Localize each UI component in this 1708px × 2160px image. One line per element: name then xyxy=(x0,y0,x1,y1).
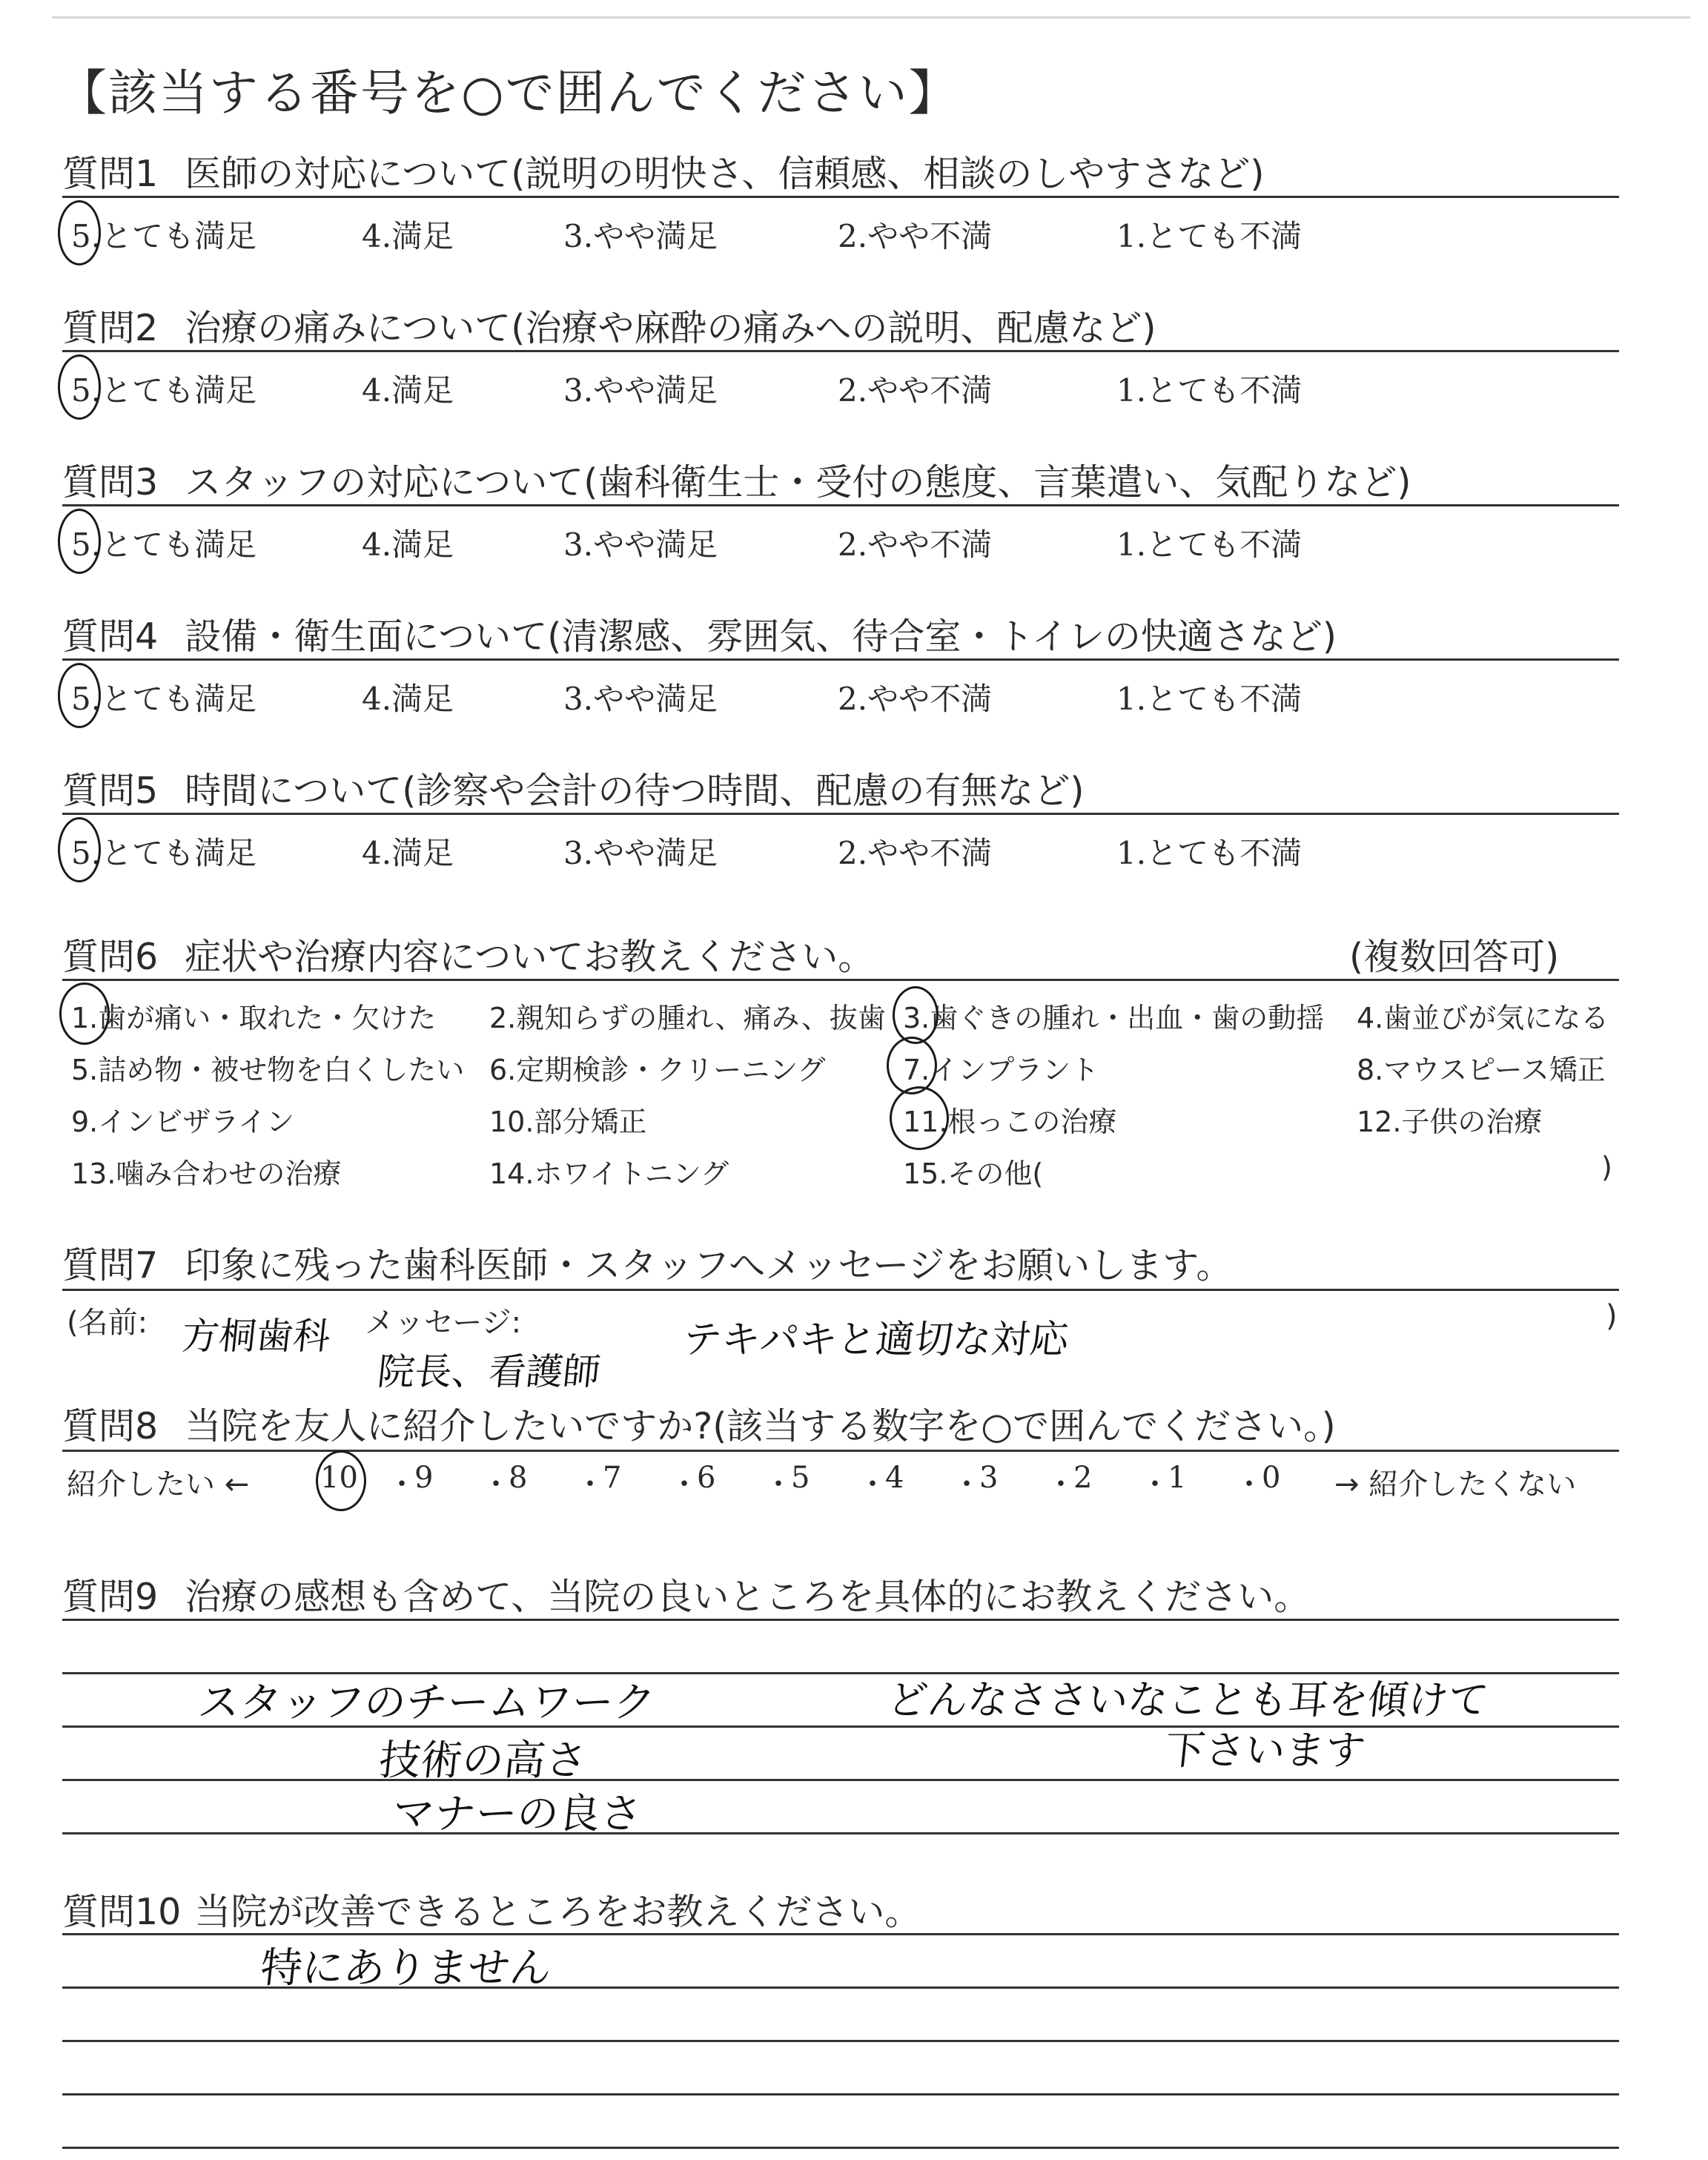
q9-title xyxy=(62,1568,1310,1620)
q6-circle-7 xyxy=(887,1037,937,1094)
q2-selected-circle xyxy=(58,354,101,420)
q6-note: (複数回答可) xyxy=(1349,936,1560,978)
q6-circle-11 xyxy=(890,1086,949,1150)
q8-scale-separator: ・ xyxy=(1046,1467,1076,1502)
q1-option-5[interactable]: 5.とても満足 xyxy=(71,218,257,254)
q8-text: 当院を友人に紹介したいですか?(該当する数字を○で囲んでください。) xyxy=(185,1405,1336,1447)
q6-option-6[interactable]: 6.定期検診・クリーニング xyxy=(489,1054,826,1086)
q6-option-1[interactable]: 1.歯が痛い・取れた・欠けた xyxy=(71,1002,437,1034)
q8-scale-8[interactable]: 8 xyxy=(509,1461,528,1495)
q5-text: 時間について(診察や会計の待つ時間、配慮の有無など) xyxy=(185,770,1085,812)
q7-number: 質問7 xyxy=(62,1244,159,1287)
q8-title xyxy=(62,1398,1336,1450)
q5-option-4[interactable]: 4.満足 xyxy=(362,835,454,871)
q9-rule-5 xyxy=(62,1832,1619,1834)
q1-text: 医師の対応について(説明の明快さ、信頼感、相談のしやすさなど) xyxy=(185,153,1265,195)
q8-left-label: 紹介したい ← xyxy=(67,1467,250,1502)
q4-option-1[interactable]: 1.とても不満 xyxy=(1116,681,1302,717)
q5-title xyxy=(62,762,1084,814)
q10-rule-5 xyxy=(62,2147,1619,2149)
q3-selected-circle xyxy=(58,509,101,574)
q6-option-9[interactable]: 9.インビザライン xyxy=(71,1106,295,1138)
q2-option-3[interactable]: 3.やや満足 xyxy=(563,372,718,409)
q6-option-15-close: ) xyxy=(1601,1151,1612,1183)
q2-title xyxy=(62,300,1156,351)
q8-scale-separator: ・ xyxy=(1234,1467,1264,1502)
q5-selected-circle xyxy=(58,817,101,882)
q2-option-1[interactable]: 1.とても不満 xyxy=(1116,372,1302,409)
q8-scale-separator: ・ xyxy=(387,1467,417,1502)
q2-option-2[interactable]: 2.やや不満 xyxy=(838,372,993,409)
q9-number: 質問9 xyxy=(62,1576,159,1618)
q8-scale-2[interactable]: 2 xyxy=(1073,1461,1093,1495)
q5-option-2[interactable]: 2.やや不満 xyxy=(838,835,993,871)
q4-number: 質問4 xyxy=(62,615,159,658)
q8-scale-10[interactable]: 10 xyxy=(320,1461,358,1495)
q2-rule xyxy=(62,350,1619,352)
q6-option-4[interactable]: 4.歯並びが気になる xyxy=(1357,1002,1609,1034)
q1-option-3[interactable]: 3.やや満足 xyxy=(563,218,718,254)
q7-name-label: (名前: xyxy=(67,1306,148,1340)
q6-option-7[interactable]: 7.インプラント xyxy=(903,1054,1099,1086)
q9-handwritten-right-2: 下さいます xyxy=(1162,1727,1368,1774)
q1-number: 質問1 xyxy=(62,153,159,195)
q5-option-1[interactable]: 1.とても不満 xyxy=(1116,835,1302,871)
q8-scale-separator: ・ xyxy=(1140,1467,1170,1502)
q8-scale-separator: ・ xyxy=(575,1467,605,1502)
q8-scale-7[interactable]: 7 xyxy=(603,1461,622,1495)
q10-rule-4 xyxy=(62,2093,1619,2095)
q2-option-5[interactable]: 5.とても満足 xyxy=(71,372,257,409)
q7-close-paren: ) xyxy=(1606,1299,1618,1333)
q4-option-4[interactable]: 4.満足 xyxy=(362,681,454,717)
q6-option-8[interactable]: 8.マウスピース矯正 xyxy=(1357,1054,1606,1086)
q8-scale-separator: ・ xyxy=(764,1467,793,1502)
q4-selected-circle xyxy=(58,663,101,728)
q6-option-13[interactable]: 13.噛み合わせの治療 xyxy=(71,1157,342,1190)
q6-text: 症状や治療内容についてお教えください。 xyxy=(185,936,875,978)
q3-option-1[interactable]: 1.とても不満 xyxy=(1116,526,1302,563)
q8-rule xyxy=(62,1450,1619,1452)
q1-title xyxy=(62,145,1264,197)
q2-number: 質問2 xyxy=(62,307,159,349)
q4-option-3[interactable]: 3.やや満足 xyxy=(563,681,718,717)
q8-scale-6[interactable]: 6 xyxy=(697,1461,716,1495)
q8-scale-0[interactable]: 0 xyxy=(1262,1461,1281,1495)
q3-text: スタッフの対応について(歯科衛生士・受付の態度、言葉遣い、気配りなど) xyxy=(185,461,1411,503)
q1-selected-circle xyxy=(58,200,101,265)
q10-handwritten-answer: 特にありません xyxy=(258,1944,554,1992)
q3-option-2[interactable]: 2.やや不満 xyxy=(838,526,993,563)
q8-scale-1[interactable]: 1 xyxy=(1168,1461,1187,1495)
q6-option-15[interactable]: 15.その他( xyxy=(903,1157,1044,1190)
q7-handwritten-name: 方桐歯科 xyxy=(179,1315,333,1358)
q7-message-label: メッセージ: xyxy=(365,1306,522,1340)
q6-option-10[interactable]: 10.部分矯正 xyxy=(489,1106,647,1138)
top-border xyxy=(52,16,1690,19)
q7-title xyxy=(62,1237,1232,1289)
q9-handwritten-right-1: どんなささいなことも耳を傾けて xyxy=(885,1677,1491,1723)
page-title: 【該当する番号を○で囲んでください】 xyxy=(58,65,959,122)
q3-title xyxy=(62,454,1411,506)
q6-circle-3 xyxy=(893,986,939,1044)
q7-text: 印象に残った歯科医師・スタッフへメッセージをお願いします。 xyxy=(185,1244,1233,1287)
q6-option-14[interactable]: 14.ホワイトニング xyxy=(489,1157,729,1190)
q9-handwritten-line-1: スタッフのチームワーク xyxy=(196,1679,658,1727)
q9-handwritten-line-2: 技術の高さ xyxy=(377,1737,589,1785)
q4-option-5[interactable]: 5.とても満足 xyxy=(71,681,257,717)
q8-scale-9[interactable]: 9 xyxy=(414,1461,434,1495)
q8-scale-5[interactable]: 5 xyxy=(791,1461,810,1495)
q8-number: 質問8 xyxy=(62,1405,159,1447)
q6-number: 質問6 xyxy=(62,936,159,978)
q5-rule xyxy=(62,813,1619,815)
q1-rule xyxy=(62,196,1619,198)
q6-rule xyxy=(62,979,1619,981)
q1-option-4[interactable]: 4.満足 xyxy=(362,218,454,254)
q6-option-2[interactable]: 2.親知らずの腫れ、痛み、抜歯 xyxy=(489,1002,886,1034)
q9-rule-1 xyxy=(62,1619,1619,1621)
q4-rule xyxy=(62,658,1619,661)
q5-option-3[interactable]: 3.やや満足 xyxy=(563,835,718,871)
q6-title xyxy=(62,928,874,980)
q9-rule-4 xyxy=(62,1779,1619,1781)
q8-scale-3[interactable]: 3 xyxy=(979,1461,999,1495)
q10-title xyxy=(62,1883,921,1935)
q8-right-label: → 紹介したくない xyxy=(1334,1467,1577,1502)
q6-option-12[interactable]: 12.子供の治療 xyxy=(1357,1106,1543,1138)
q1-option-2[interactable]: 2.やや不満 xyxy=(838,218,993,254)
q3-option-5[interactable]: 5.とても満足 xyxy=(71,526,257,563)
q1-option-1[interactable]: 1.とても不満 xyxy=(1116,218,1302,254)
q4-title xyxy=(62,608,1337,660)
q9-text: 治療の感想も含めて、当院の良いところを具体的にお教えください。 xyxy=(185,1576,1311,1618)
q6-option-11[interactable]: 11.根っこの治療 xyxy=(903,1106,1117,1138)
q8-scale-separator: ・ xyxy=(481,1467,511,1502)
q4-option-2[interactable]: 2.やや不満 xyxy=(838,681,993,717)
q8-scale-separator: ・ xyxy=(858,1467,887,1502)
q5-number: 質問5 xyxy=(62,770,159,812)
q4-text: 設備・衛生面について(清潔感、雰囲気、待合室・トイレの快適さなど) xyxy=(185,615,1337,658)
q8-scale-separator: ・ xyxy=(669,1467,699,1502)
q2-option-4[interactable]: 4.満足 xyxy=(362,372,454,409)
q3-option-4[interactable]: 4.満足 xyxy=(362,526,454,563)
q10-number: 質問10 xyxy=(62,1891,182,1933)
q2-text: 治療の痛みについて(治療や麻酔の痛みへの説明、配慮など) xyxy=(185,307,1156,349)
q8-scale-4[interactable]: 4 xyxy=(885,1461,904,1495)
q3-option-3[interactable]: 3.やや満足 xyxy=(563,526,718,563)
q9-handwritten-line-3: マナーの良さ xyxy=(390,1790,644,1838)
q7-handwritten-staff: 院長、看護師 xyxy=(375,1350,603,1393)
q3-rule xyxy=(62,504,1619,506)
q10-rule-3 xyxy=(62,2040,1619,2042)
q8-circle-10 xyxy=(316,1450,366,1511)
q6-option-5[interactable]: 5.詰め物・被せ物を白くしたい xyxy=(71,1054,465,1086)
q10-text: 当院が改善できるところをお教えください。 xyxy=(194,1891,921,1933)
q5-option-5[interactable]: 5.とても満足 xyxy=(71,835,257,871)
q6-option-3[interactable]: 3.歯ぐきの腫れ・出血・歯の動揺 xyxy=(903,1002,1325,1034)
q3-number: 質問3 xyxy=(62,461,159,503)
q6-circle-1 xyxy=(59,982,110,1045)
q7-handwritten-message: テキパキと適切な対応 xyxy=(681,1318,1071,1362)
q8-scale-separator: ・ xyxy=(952,1467,982,1502)
q7-rule xyxy=(62,1289,1619,1291)
